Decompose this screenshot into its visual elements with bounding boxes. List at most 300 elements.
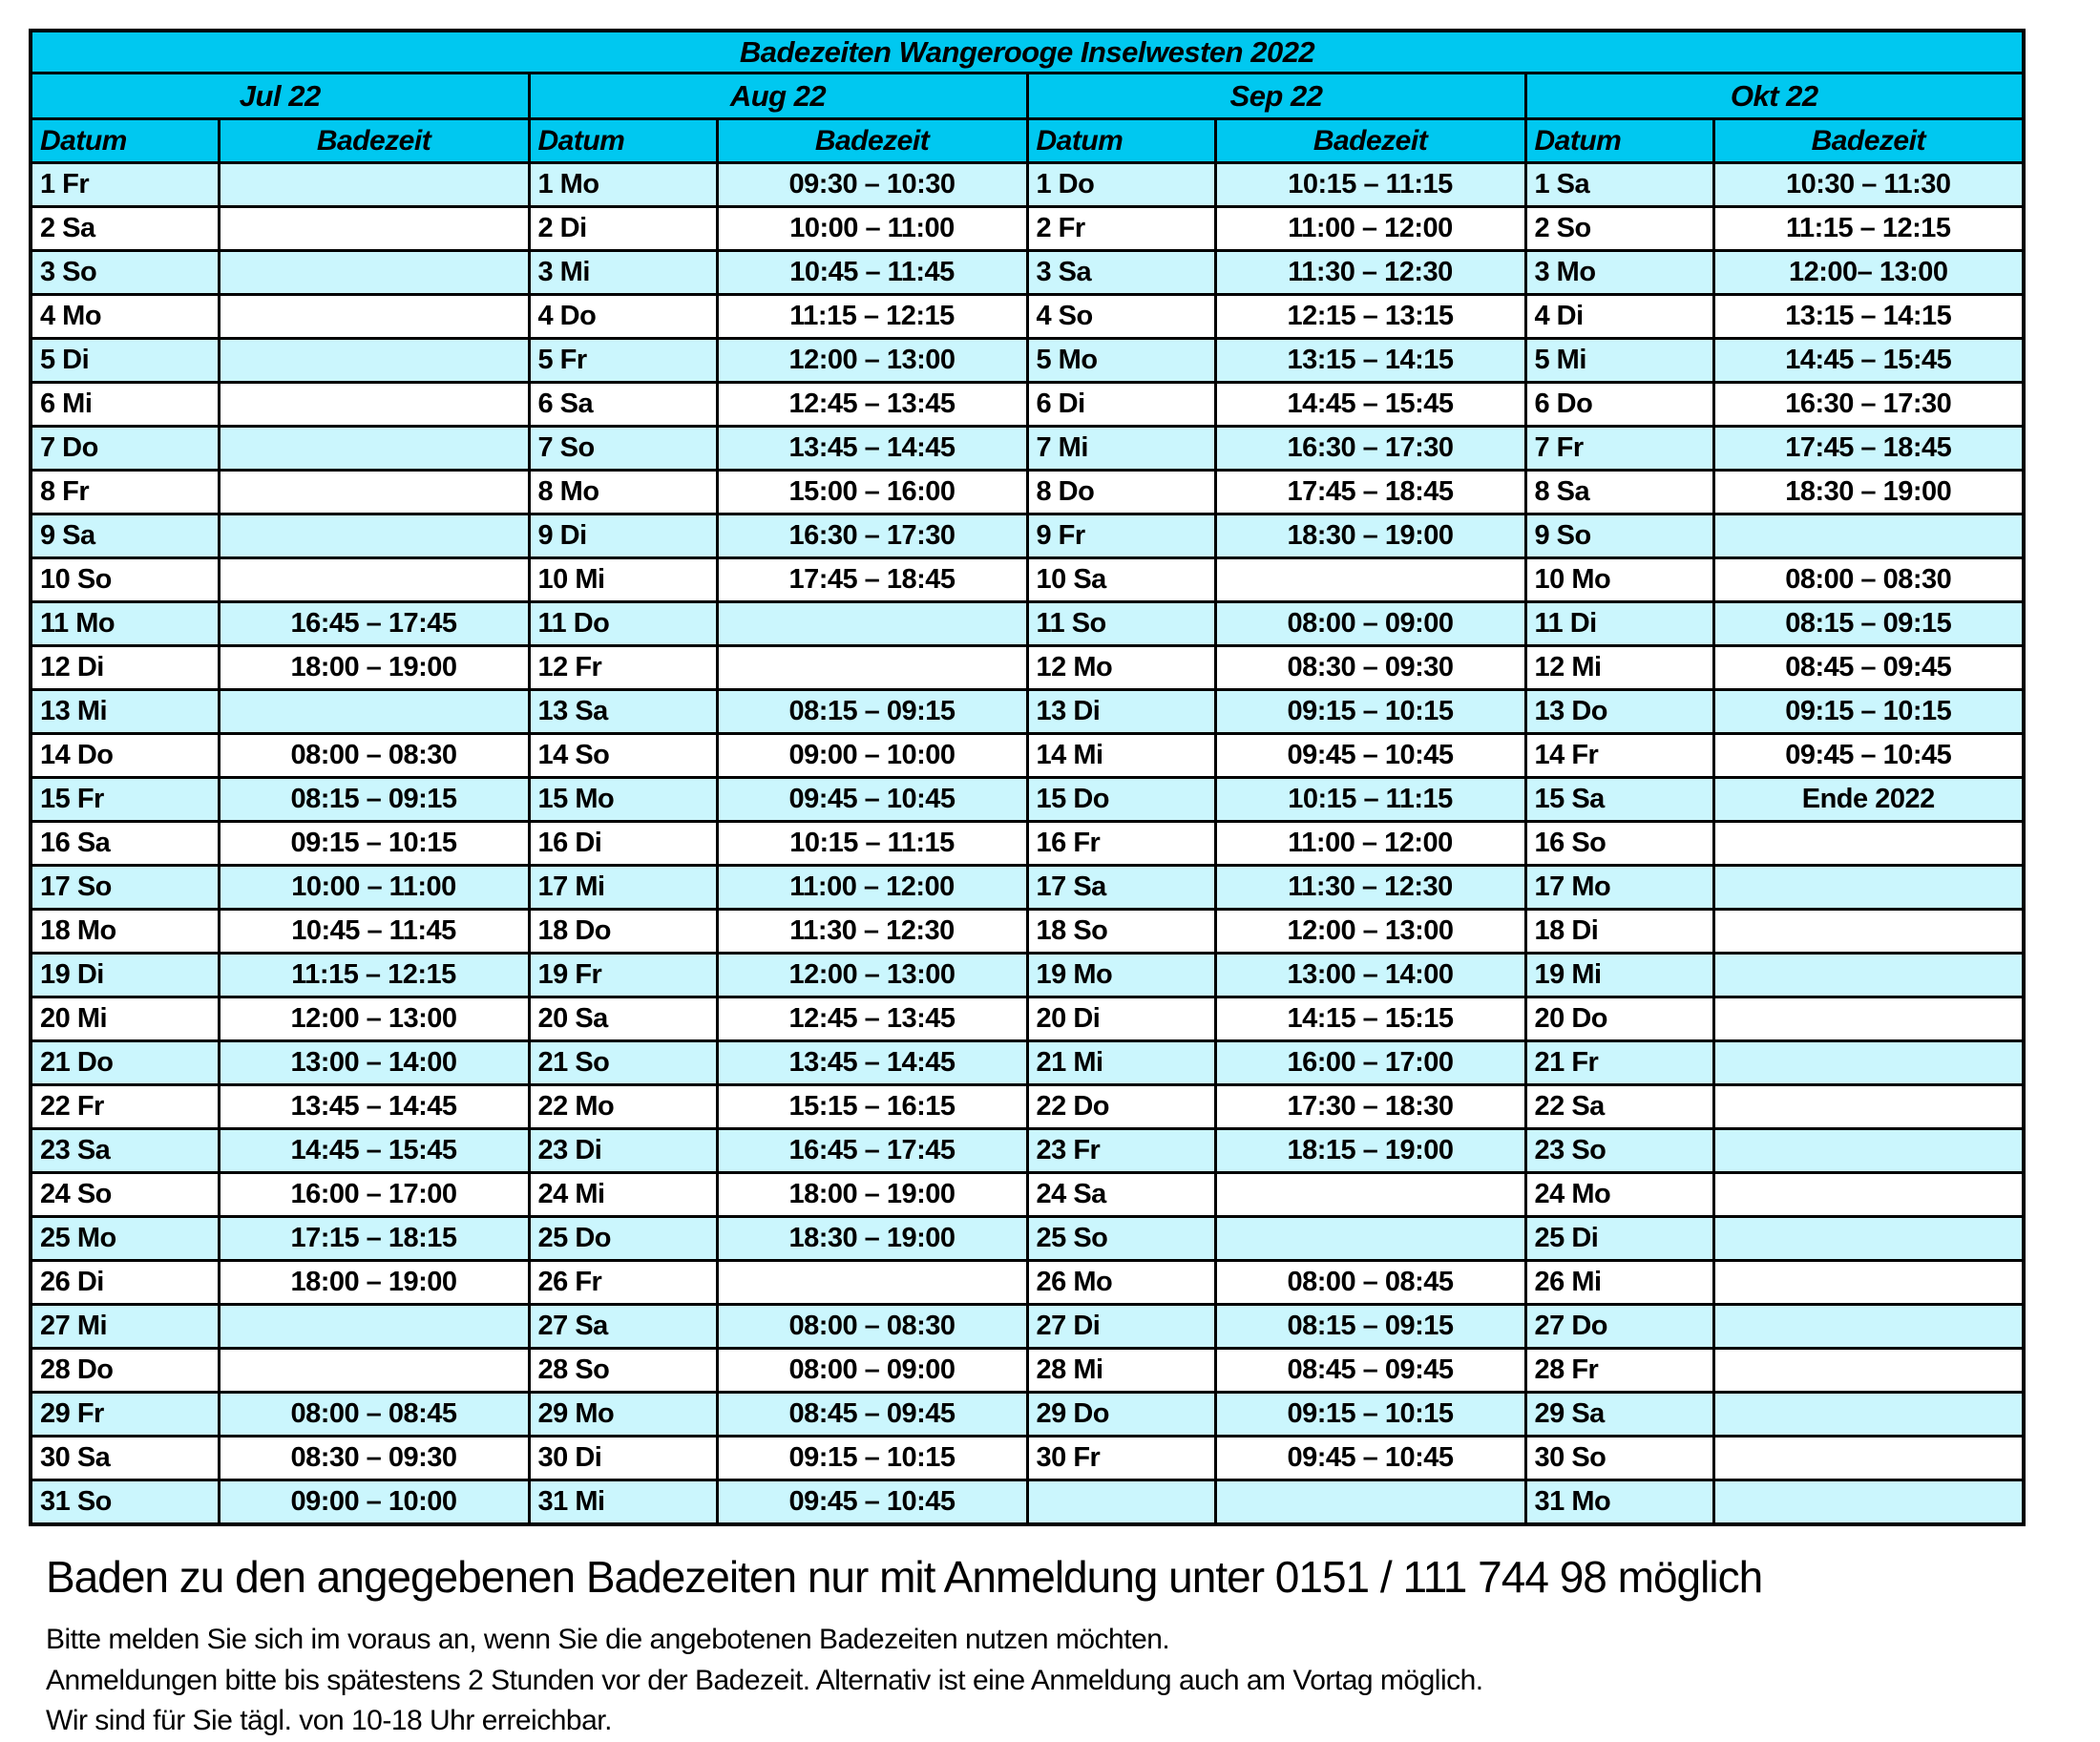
datum-cell: 7 Do xyxy=(31,427,219,471)
datum-cell: 2 Di xyxy=(529,207,717,251)
datum-cell: 6 Di xyxy=(1027,383,1215,427)
badezeit-cell: 13:45 – 14:45 xyxy=(717,427,1027,471)
badezeit-cell: 08:00 – 09:00 xyxy=(1215,602,1525,646)
datum-cell: 27 Do xyxy=(1525,1305,1713,1349)
datum-cell: 15 Do xyxy=(1027,778,1215,822)
datum-cell: 23 Di xyxy=(529,1129,717,1173)
month-label: Okt 22 xyxy=(1525,73,2024,119)
datum-cell: 17 So xyxy=(31,866,219,910)
datum-cell: 15 Sa xyxy=(1525,778,1713,822)
datum-cell: 30 Fr xyxy=(1027,1437,1215,1480)
datum-cell: 20 Do xyxy=(1525,997,1713,1041)
datum-cell: 17 Mi xyxy=(529,866,717,910)
badezeit-cell xyxy=(219,514,529,558)
datum-cell: 16 Sa xyxy=(31,822,219,866)
badezeit-column-header: Badezeit xyxy=(1215,119,1525,163)
table-row xyxy=(31,1217,2024,1261)
datum-cell: 17 Sa xyxy=(1027,866,1215,910)
badezeit-cell xyxy=(1713,997,2024,1041)
datum-cell: 21 So xyxy=(529,1041,717,1085)
badezeit-cell xyxy=(1713,1305,2024,1349)
badezeiten-table xyxy=(29,29,2026,1526)
badezeit-cell xyxy=(1713,1085,2024,1129)
badezeit-cell: 13:15 – 14:15 xyxy=(1215,339,1525,383)
datum-cell: 1 Do xyxy=(1027,163,1215,207)
badezeit-cell: 12:45 – 13:45 xyxy=(717,997,1027,1041)
table-row xyxy=(31,822,2024,866)
datum-cell: 19 Di xyxy=(31,954,219,997)
badezeit-cell: 10:30 – 11:30 xyxy=(1713,163,2024,207)
datum-cell: 21 Mi xyxy=(1027,1041,1215,1085)
table-row xyxy=(31,910,2024,954)
datum-cell: 31 Mi xyxy=(529,1480,717,1525)
datum-cell: 3 So xyxy=(31,251,219,295)
datum-cell: 24 Sa xyxy=(1027,1173,1215,1217)
badezeit-cell: 11:30 – 12:30 xyxy=(1215,866,1525,910)
badezeit-cell: 11:30 – 12:30 xyxy=(1215,251,1525,295)
table-row xyxy=(31,339,2024,383)
badezeit-cell xyxy=(1713,1437,2024,1480)
badezeit-cell: 13:00 – 14:00 xyxy=(1215,954,1525,997)
badezeit-cell: 13:45 – 14:45 xyxy=(717,1041,1027,1085)
datum-cell: 2 So xyxy=(1525,207,1713,251)
table-row xyxy=(31,207,2024,251)
datum-cell: 8 Mo xyxy=(529,471,717,514)
datum-cell: 8 Sa xyxy=(1525,471,1713,514)
datum-cell: 29 Sa xyxy=(1525,1393,1713,1437)
badezeit-cell xyxy=(1215,1480,1525,1525)
badezeit-cell: 08:15 – 09:15 xyxy=(717,690,1027,734)
badezeit-cell: 17:45 – 18:45 xyxy=(717,558,1027,602)
datum-cell: 19 Mi xyxy=(1525,954,1713,997)
datum-cell: 26 Mo xyxy=(1027,1261,1215,1305)
badezeit-cell: 09:30 – 10:30 xyxy=(717,163,1027,207)
datum-cell: 11 Mo xyxy=(31,602,219,646)
badezeit-cell: 12:00– 13:00 xyxy=(1713,251,2024,295)
datum-cell: 29 Fr xyxy=(31,1393,219,1437)
table-row xyxy=(31,1173,2024,1217)
datum-cell: 5 Mi xyxy=(1525,339,1713,383)
badezeit-cell xyxy=(219,471,529,514)
badezeit-cell: 11:00 – 12:00 xyxy=(1215,822,1525,866)
month-label: Sep 22 xyxy=(1027,73,1525,119)
datum-cell: 7 So xyxy=(529,427,717,471)
badezeit-cell: 08:00 – 09:00 xyxy=(717,1349,1027,1393)
table-row xyxy=(31,1041,2024,1085)
badezeit-cell: 16:00 – 17:00 xyxy=(219,1173,529,1217)
table-row xyxy=(31,1437,2024,1480)
month-label: Aug 22 xyxy=(529,73,1027,119)
badezeit-cell xyxy=(219,339,529,383)
badezeit-cell xyxy=(219,427,529,471)
badezeit-cell xyxy=(1713,910,2024,954)
datum-cell: 4 So xyxy=(1027,295,1215,339)
badezeit-cell: 10:15 – 11:15 xyxy=(1215,163,1525,207)
badezeit-cell xyxy=(717,602,1027,646)
badezeit-cell xyxy=(1713,1173,2024,1217)
badezeit-cell: 08:00 – 08:45 xyxy=(219,1393,529,1437)
badezeit-cell: 11:15 – 12:15 xyxy=(1713,207,2024,251)
table-row xyxy=(31,383,2024,427)
table-row xyxy=(31,471,2024,514)
badezeit-cell: 08:00 – 08:30 xyxy=(219,734,529,778)
datum-cell: 3 Mo xyxy=(1525,251,1713,295)
datum-cell: 24 Mo xyxy=(1525,1173,1713,1217)
datum-cell: 14 Mi xyxy=(1027,734,1215,778)
badezeit-cell xyxy=(1713,1217,2024,1261)
datum-cell: 9 So xyxy=(1525,514,1713,558)
badezeit-cell: 14:45 – 15:45 xyxy=(1713,339,2024,383)
datum-cell: 4 Di xyxy=(1525,295,1713,339)
badezeit-cell: 11:15 – 12:15 xyxy=(717,295,1027,339)
datum-cell: 3 Mi xyxy=(529,251,717,295)
datum-cell: 28 So xyxy=(529,1349,717,1393)
badezeit-cell xyxy=(219,251,529,295)
datum-cell: 7 Fr xyxy=(1525,427,1713,471)
badezeit-cell xyxy=(219,1349,529,1393)
datum-cell: 23 Fr xyxy=(1027,1129,1215,1173)
badezeit-cell: 18:00 – 19:00 xyxy=(219,646,529,690)
datum-cell: 6 Sa xyxy=(529,383,717,427)
badezeit-cell: 09:45 – 10:45 xyxy=(717,1480,1027,1525)
badezeit-cell: 11:00 – 12:00 xyxy=(717,866,1027,910)
datum-cell: 23 Sa xyxy=(31,1129,219,1173)
badezeit-cell: Ende 2022 xyxy=(1713,778,2024,822)
datum-cell: 26 Fr xyxy=(529,1261,717,1305)
badezeit-cell: 12:00 – 13:00 xyxy=(717,339,1027,383)
table-row xyxy=(31,1085,2024,1129)
datum-cell: 8 Fr xyxy=(31,471,219,514)
badezeit-cell: 08:15 – 09:15 xyxy=(219,778,529,822)
badezeit-cell: 11:00 – 12:00 xyxy=(1215,207,1525,251)
datum-cell: 10 Sa xyxy=(1027,558,1215,602)
datum-column-header: Datum xyxy=(31,119,219,163)
datum-cell: 31 Mo xyxy=(1525,1480,1713,1525)
table-row xyxy=(31,427,2024,471)
table-row xyxy=(31,602,2024,646)
datum-cell: 13 Mi xyxy=(31,690,219,734)
badezeit-cell xyxy=(1713,1393,2024,1437)
badezeit-cell: 16:45 – 17:45 xyxy=(219,602,529,646)
datum-cell: 12 Di xyxy=(31,646,219,690)
datum-cell: 4 Do xyxy=(529,295,717,339)
datum-cell: 3 Sa xyxy=(1027,251,1215,295)
badezeit-cell: 12:45 – 13:45 xyxy=(717,383,1027,427)
badezeit-cell: 16:30 – 17:30 xyxy=(1713,383,2024,427)
datum-cell: 20 Di xyxy=(1027,997,1215,1041)
datum-cell: 28 Mi xyxy=(1027,1349,1215,1393)
month-label: Jul 22 xyxy=(31,73,529,119)
table-row xyxy=(31,1261,2024,1305)
badezeit-cell xyxy=(219,163,529,207)
badezeit-cell: 09:45 – 10:45 xyxy=(1215,734,1525,778)
badezeit-cell: 10:00 – 11:00 xyxy=(219,866,529,910)
badezeit-cell: 08:00 – 08:45 xyxy=(1215,1261,1525,1305)
datum-cell: 1 Mo xyxy=(529,163,717,207)
datum-cell: 28 Fr xyxy=(1525,1349,1713,1393)
badezeit-cell: 09:15 – 10:15 xyxy=(219,822,529,866)
badezeit-cell: 12:15 – 13:15 xyxy=(1215,295,1525,339)
datum-cell: 5 Mo xyxy=(1027,339,1215,383)
badezeit-cell xyxy=(717,1261,1027,1305)
datum-cell: 19 Mo xyxy=(1027,954,1215,997)
datum-column-header: Datum xyxy=(1027,119,1215,163)
datum-cell: 18 Do xyxy=(529,910,717,954)
badezeit-cell: 12:00 – 13:00 xyxy=(1215,910,1525,954)
datum-cell: 16 Di xyxy=(529,822,717,866)
datum-cell: 2 Fr xyxy=(1027,207,1215,251)
footer-note-1: Bitte melden Sie sich im voraus an, wenn Sie die angebotenen Badezeiten nutzen möchten. xyxy=(46,1624,1170,1655)
table-row xyxy=(31,558,2024,602)
datum-cell: 30 So xyxy=(1525,1437,1713,1480)
badezeit-cell: 13:45 – 14:45 xyxy=(219,1085,529,1129)
badezeit-cell: 08:30 – 09:30 xyxy=(1215,646,1525,690)
badezeit-cell xyxy=(219,383,529,427)
datum-cell: 11 Di xyxy=(1525,602,1713,646)
badezeit-column-header: Badezeit xyxy=(717,119,1027,163)
table-row xyxy=(31,1129,2024,1173)
datum-cell: 26 Di xyxy=(31,1261,219,1305)
datum-cell: 14 Fr xyxy=(1525,734,1713,778)
badezeit-cell: 13:00 – 14:00 xyxy=(219,1041,529,1085)
badezeit-cell: 17:45 – 18:45 xyxy=(1713,427,2024,471)
badezeit-cell xyxy=(1713,954,2024,997)
datum-cell: 6 Do xyxy=(1525,383,1713,427)
table-row xyxy=(31,1349,2024,1393)
badezeit-cell: 16:30 – 17:30 xyxy=(717,514,1027,558)
table-row xyxy=(31,251,2024,295)
badezeit-cell xyxy=(1713,866,2024,910)
datum-cell: 11 Do xyxy=(529,602,717,646)
badezeit-cell xyxy=(1713,514,2024,558)
badezeit-cell: 09:00 – 10:00 xyxy=(219,1480,529,1525)
datum-cell: 22 Sa xyxy=(1525,1085,1713,1129)
datum-cell: 9 Sa xyxy=(31,514,219,558)
datum-cell: 27 Mi xyxy=(31,1305,219,1349)
badezeit-cell: 13:15 – 14:15 xyxy=(1713,295,2024,339)
badezeit-cell xyxy=(717,646,1027,690)
badezeit-cell: 18:30 – 19:00 xyxy=(717,1217,1027,1261)
table-row xyxy=(31,997,2024,1041)
footer-headline: Baden zu den angegebenen Badezeiten nur mit Anmeldung unter 0151 / 111 744 98 möglich xyxy=(46,1552,1763,1602)
badezeit-cell: 18:00 – 19:00 xyxy=(717,1173,1027,1217)
badezeit-cell: 17:30 – 18:30 xyxy=(1215,1085,1525,1129)
datum-cell: 27 Sa xyxy=(529,1305,717,1349)
datum-cell: 30 Sa xyxy=(31,1437,219,1480)
badezeit-cell: 10:15 – 11:15 xyxy=(717,822,1027,866)
badezeit-cell xyxy=(219,558,529,602)
badezeit-column-header: Badezeit xyxy=(1713,119,2024,163)
badezeit-cell: 12:00 – 13:00 xyxy=(219,997,529,1041)
table-row xyxy=(31,690,2024,734)
datum-cell: 13 Do xyxy=(1525,690,1713,734)
table-row xyxy=(31,778,2024,822)
datum-cell: 28 Do xyxy=(31,1349,219,1393)
datum-cell: 8 Do xyxy=(1027,471,1215,514)
table-row xyxy=(31,514,2024,558)
datum-cell: 10 Mi xyxy=(529,558,717,602)
badezeit-cell: 16:30 – 17:30 xyxy=(1215,427,1525,471)
footer-note-2: Anmeldungen bitte bis spätestens 2 Stunden vor der Badezeit. Alternativ ist eine Anmeldung auch am Vortag möglich. xyxy=(46,1664,1483,1696)
datum-cell: 5 Fr xyxy=(529,339,717,383)
table-row xyxy=(31,734,2024,778)
badezeit-cell: 17:45 – 18:45 xyxy=(1215,471,1525,514)
badezeit-cell: 17:15 – 18:15 xyxy=(219,1217,529,1261)
badezeit-cell: 10:15 – 11:15 xyxy=(1215,778,1525,822)
badezeit-cell: 16:45 – 17:45 xyxy=(717,1129,1027,1173)
datum-cell: 6 Mi xyxy=(31,383,219,427)
badezeit-cell: 09:15 – 10:15 xyxy=(1215,1393,1525,1437)
datum-cell: 18 So xyxy=(1027,910,1215,954)
datum-cell: 31 So xyxy=(31,1480,219,1525)
datum-cell: 23 So xyxy=(1525,1129,1713,1173)
datum-column-header: Datum xyxy=(529,119,717,163)
datum-cell: 21 Do xyxy=(31,1041,219,1085)
month-header-row xyxy=(31,73,2024,119)
datum-cell: 22 Do xyxy=(1027,1085,1215,1129)
datum-cell: 25 Do xyxy=(529,1217,717,1261)
datum-cell: 29 Mo xyxy=(529,1393,717,1437)
datum-cell: 22 Fr xyxy=(31,1085,219,1129)
datum-cell: 30 Di xyxy=(529,1437,717,1480)
badezeit-cell: 08:00 – 08:30 xyxy=(717,1305,1027,1349)
badezeit-cell: 12:00 – 13:00 xyxy=(717,954,1027,997)
table-title-row xyxy=(31,31,2024,73)
badezeit-cell xyxy=(219,207,529,251)
footer-block xyxy=(46,1551,2100,1742)
datum-cell: 13 Di xyxy=(1027,690,1215,734)
badezeit-cell: 09:15 – 10:15 xyxy=(1713,690,2024,734)
datum-cell: 16 Fr xyxy=(1027,822,1215,866)
datum-cell: 4 Mo xyxy=(31,295,219,339)
badezeit-cell: 15:00 – 16:00 xyxy=(717,471,1027,514)
datum-cell: 20 Mi xyxy=(31,997,219,1041)
badezeit-cell xyxy=(1713,1349,2024,1393)
badezeit-cell: 09:00 – 10:00 xyxy=(717,734,1027,778)
datum-cell: 27 Di xyxy=(1027,1305,1215,1349)
table-row xyxy=(31,295,2024,339)
datum-cell: 5 Di xyxy=(31,339,219,383)
badezeit-cell xyxy=(1215,1173,1525,1217)
table-row xyxy=(31,163,2024,207)
badezeit-cell xyxy=(219,690,529,734)
datum-cell: 13 Sa xyxy=(529,690,717,734)
datum-cell: 12 Mo xyxy=(1027,646,1215,690)
datum-cell: 1 Fr xyxy=(31,163,219,207)
badezeit-cell: 09:15 – 10:15 xyxy=(1215,690,1525,734)
datum-cell: 12 Fr xyxy=(529,646,717,690)
badezeit-cell: 08:45 – 09:45 xyxy=(1215,1349,1525,1393)
badezeit-cell: 15:15 – 16:15 xyxy=(717,1085,1027,1129)
datum-cell: 20 Sa xyxy=(529,997,717,1041)
badezeit-cell xyxy=(1215,558,1525,602)
badezeit-cell xyxy=(1713,1041,2024,1085)
datum-cell: 2 Sa xyxy=(31,207,219,251)
badezeit-cell: 14:45 – 15:45 xyxy=(1215,383,1525,427)
datum-cell: 29 Do xyxy=(1027,1393,1215,1437)
datum-cell: 10 So xyxy=(31,558,219,602)
badezeit-cell xyxy=(219,1305,529,1349)
badezeit-cell xyxy=(1713,1261,2024,1305)
datum-cell: 25 Di xyxy=(1525,1217,1713,1261)
footer-note-3: Wir sind für Sie tägl. von 10-18 Uhr erreichbar. xyxy=(46,1705,612,1737)
datum-cell: 1 Sa xyxy=(1525,163,1713,207)
datum-cell: 25 Mo xyxy=(31,1217,219,1261)
table-row xyxy=(31,1393,2024,1437)
badezeit-cell: 18:00 – 19:00 xyxy=(219,1261,529,1305)
badezeit-cell: 08:15 – 09:15 xyxy=(1713,602,2024,646)
badezeit-cell: 10:45 – 11:45 xyxy=(717,251,1027,295)
datum-cell: 15 Fr xyxy=(31,778,219,822)
datum-cell: 21 Fr xyxy=(1525,1041,1713,1085)
datum-cell: 10 Mo xyxy=(1525,558,1713,602)
badezeit-cell: 08:15 – 09:15 xyxy=(1215,1305,1525,1349)
datum-cell: 12 Mi xyxy=(1525,646,1713,690)
datum-cell xyxy=(1027,1480,1215,1525)
badezeit-cell: 16:00 – 17:00 xyxy=(1215,1041,1525,1085)
badezeit-cell: 11:15 – 12:15 xyxy=(219,954,529,997)
datum-cell: 26 Mi xyxy=(1525,1261,1713,1305)
datum-cell: 24 Mi xyxy=(529,1173,717,1217)
badezeit-cell xyxy=(219,295,529,339)
badezeit-cell: 10:45 – 11:45 xyxy=(219,910,529,954)
badezeit-cell: 08:45 – 09:45 xyxy=(1713,646,2024,690)
datum-column-header: Datum xyxy=(1525,119,1713,163)
badezeit-cell: 14:15 – 15:15 xyxy=(1215,997,1525,1041)
badezeit-cell xyxy=(1215,1217,1525,1261)
badezeit-cell: 08:00 – 08:30 xyxy=(1713,558,2024,602)
badezeit-cell: 09:15 – 10:15 xyxy=(717,1437,1027,1480)
badezeit-cell xyxy=(1713,1129,2024,1173)
column-header-row xyxy=(31,119,2024,163)
datum-cell: 9 Di xyxy=(529,514,717,558)
badezeit-cell: 09:45 – 10:45 xyxy=(1215,1437,1525,1480)
datum-cell: 7 Mi xyxy=(1027,427,1215,471)
badezeit-cell: 18:30 – 19:00 xyxy=(1713,471,2024,514)
badezeit-cell: 08:30 – 09:30 xyxy=(219,1437,529,1480)
datum-cell: 14 Do xyxy=(31,734,219,778)
badezeit-cell xyxy=(1713,1480,2024,1525)
datum-cell: 15 Mo xyxy=(529,778,717,822)
table-row xyxy=(31,1305,2024,1349)
datum-cell: 19 Fr xyxy=(529,954,717,997)
datum-cell: 14 So xyxy=(529,734,717,778)
datum-cell: 18 Mo xyxy=(31,910,219,954)
table-title: Badezeiten Wangerooge Inselwesten 2022 xyxy=(31,31,2024,73)
badezeit-cell: 09:45 – 10:45 xyxy=(1713,734,2024,778)
table-row xyxy=(31,646,2024,690)
datum-cell: 11 So xyxy=(1027,602,1215,646)
datum-cell: 24 So xyxy=(31,1173,219,1217)
datum-cell: 18 Di xyxy=(1525,910,1713,954)
badezeit-cell: 10:00 – 11:00 xyxy=(717,207,1027,251)
badezeit-column-header: Badezeit xyxy=(219,119,529,163)
datum-cell: 16 So xyxy=(1525,822,1713,866)
badezeit-cell: 09:45 – 10:45 xyxy=(717,778,1027,822)
table-row xyxy=(31,1480,2024,1525)
badezeit-cell: 18:15 – 19:00 xyxy=(1215,1129,1525,1173)
datum-cell: 25 So xyxy=(1027,1217,1215,1261)
badezeit-cell: 14:45 – 15:45 xyxy=(219,1129,529,1173)
datum-cell: 17 Mo xyxy=(1525,866,1713,910)
badezeit-cell xyxy=(1713,822,2024,866)
table-row xyxy=(31,954,2024,997)
datum-cell: 9 Fr xyxy=(1027,514,1215,558)
badezeit-cell: 11:30 – 12:30 xyxy=(717,910,1027,954)
table-row xyxy=(31,866,2024,910)
badezeit-cell: 08:45 – 09:45 xyxy=(717,1393,1027,1437)
datum-cell: 22 Mo xyxy=(529,1085,717,1129)
